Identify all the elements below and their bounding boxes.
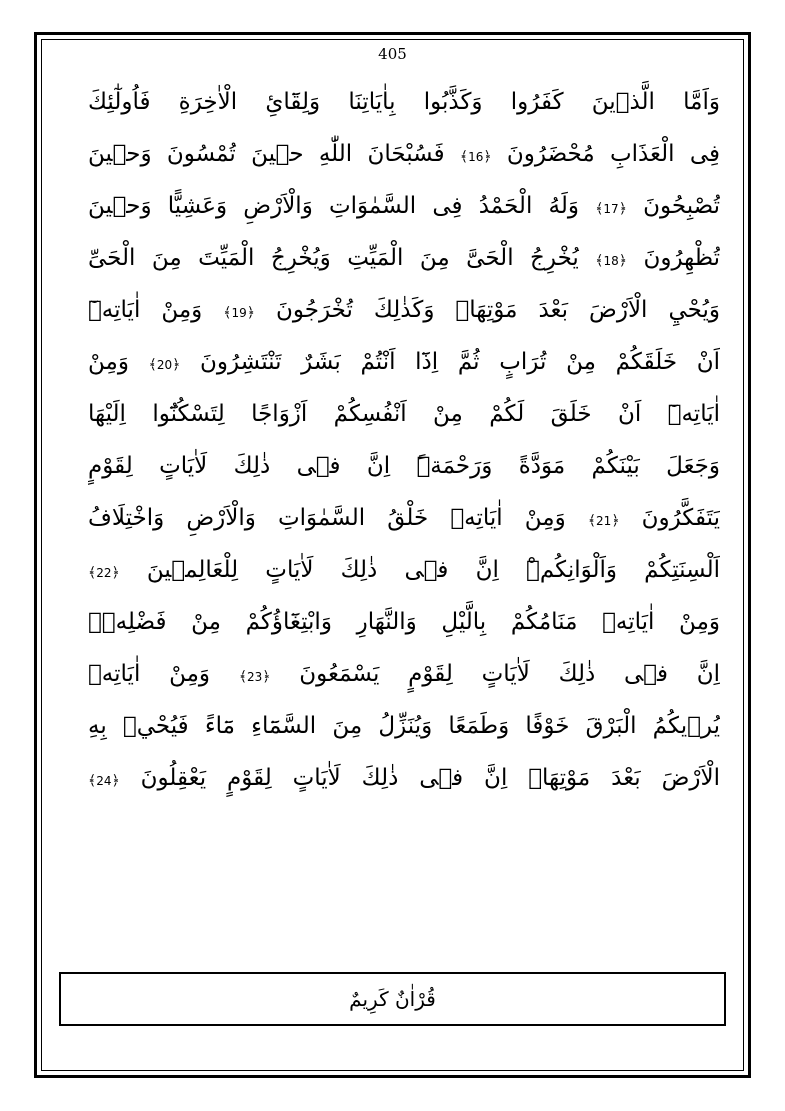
ayah-number-marker: ﴿17﴾ (595, 201, 627, 217)
verse-text: وَلَهُ الْحَمْدُ فِى السَّمٰوَاتِ وَالْاَرْضِ وَعَشِيًّا وَح۪ينَ (88, 193, 596, 219)
verse-text: اَلْسِنَتِكُمْ وَاَلْوَانِكُمْۜ اِنَّ ف۪ى ذٰلِكَ لَاٰيَاتٍ لِلْعَالِم۪ينَ (119, 557, 720, 583)
verse-text: اَنْ خَلَقَكُمْ مِنْ تُرَابٍ ثُمَّ اِذَٓا اَنْتُمْ بَشَرٌ تَنْتَشِرُونَ (180, 349, 720, 375)
ayah-number-marker: ﴿18﴾ (595, 253, 627, 269)
verse-line (88, 492, 720, 544)
verse-line (88, 336, 720, 388)
verse-line (88, 440, 720, 492)
ayah-number: 20 (156, 358, 173, 372)
verse-line (88, 284, 720, 336)
verse-text: وَمِنْ اٰيَاتِه۪ٓ (88, 297, 224, 323)
verse-text: وَمِنْ اٰيَاتِه۪ (88, 661, 239, 687)
ayah-number-marker: ﴿22﴾ (88, 565, 120, 581)
verse-text: يُخْرِجُ الْحَىَّ مِنَ الْمَيِّتِ وَيُخْرِجُ الْمَيِّتَ مِنَ الْحَىِّ (88, 245, 596, 271)
verse-line (88, 76, 720, 128)
verse-line (88, 700, 720, 752)
ayah-number: 24 (96, 774, 112, 788)
ayah-number: 21 (596, 514, 612, 528)
verse-line (88, 388, 720, 440)
verse-text: يَتَفَكَّرُونَ (619, 505, 720, 531)
verse-line (88, 596, 720, 648)
verse-text: فِى الْعَذَابِ مُحْضَرُونَ (491, 141, 720, 167)
ayah-number: 19 (231, 306, 247, 320)
verse-text: يُر۪يكُمُ الْبَرْقَ خَوْفًا وَطَمَعًا وَيُنَزِّلُ مِنَ السَّمَٓاءِ مَٓاءً فَيُحْي۪ بِهِ (88, 713, 720, 739)
footer-box (59, 972, 726, 1026)
verse-text: تُظْهِرُونَ (626, 245, 720, 271)
ayah-number: 17 (603, 202, 619, 216)
verse-text: اِنَّ ف۪ى ذٰلِكَ لَاٰيَاتٍ لِقَوْمٍ يَسْمَعُونَ (270, 661, 720, 687)
ayah-number-marker: ﴿21﴾ (587, 513, 620, 529)
verse-text: وَاَمَّا الَّذ۪ينَ كَفَرُوا وَكَذَّبُوا بِاٰيَاتِنَا وَلِقَٓائِ الْاٰخِرَةِ فَاُولٰٓئِكَ (88, 89, 720, 115)
verse-text: الْاَرْضَ بَعْدَ مَوْتِهَاۜ اِنَّ ف۪ى ذٰلِكَ لَاٰيَاتٍ لِقَوْمٍ يَعْقِلُونَ (119, 765, 720, 791)
verse-text: فَسُبْحَانَ اللّٰهِ ح۪ينَ تُمْسُونَ وَح۪ينَ (88, 141, 460, 167)
ayah-number-marker: ﴿19﴾ (223, 305, 255, 321)
ayah-number: 18 (603, 254, 619, 268)
ayah-number-marker: ﴿20﴾ (148, 357, 181, 373)
footer-title: قُرْاٰنٌ كَرِيمٌ (349, 987, 436, 1011)
verse-line (88, 648, 720, 700)
verse-line (88, 180, 720, 232)
verse-text: وَمِنْ اٰيَاتِه۪ خَلْقُ السَّمٰوَاتِ وَالْاَرْضِ وَاخْتِلَافُ (88, 505, 588, 531)
ayah-number-marker: ﴿24﴾ (88, 773, 120, 789)
verse-line (88, 544, 720, 596)
ayah-number-marker: ﴿16﴾ (459, 149, 492, 165)
ayah-number: 23 (247, 670, 263, 684)
verse-text: اٰيَاتِه۪ٓ اَنْ خَلَقَ لَكُمْ مِنْ اَنْفُسِكُمْ اَزْوَاجًا لِتَسْكُنُٓوا اِلَيْهَا (88, 401, 720, 427)
ayah-number-marker: ﴿23﴾ (238, 669, 271, 685)
verse-line (88, 232, 720, 284)
quran-text-block (88, 76, 720, 804)
ayah-number: 22 (96, 566, 112, 580)
verse-text: تُصْبِحُونَ (626, 193, 720, 219)
page-number: 405 (378, 45, 407, 63)
verse-text: وَمِنْ اٰيَاتِه۪ مَنَامُكُمْ بِالَّيْلِ وَالنَّهَارِ وَابْتِغَٓاؤُكُمْ مِنْ فَضْلِه۪ۜ (88, 609, 720, 635)
verse-text: وَمِنْ (88, 349, 149, 375)
verse-text: وَجَعَلَ بَيْنَكُمْ مَوَدَّةً وَرَحْمَةًۜ اِنَّ ف۪ى ذٰلِكَ لَاٰيَاتٍ لِقَوْمٍ (88, 453, 720, 479)
verse-line (88, 752, 720, 804)
ayah-number: 16 (468, 150, 484, 164)
verse-line (88, 128, 720, 180)
verse-text: وَيُحْيِ الْاَرْضَ بَعْدَ مَوْتِهَاۜ وَكَذٰلِكَ تُخْرَجُونَ (254, 297, 720, 323)
